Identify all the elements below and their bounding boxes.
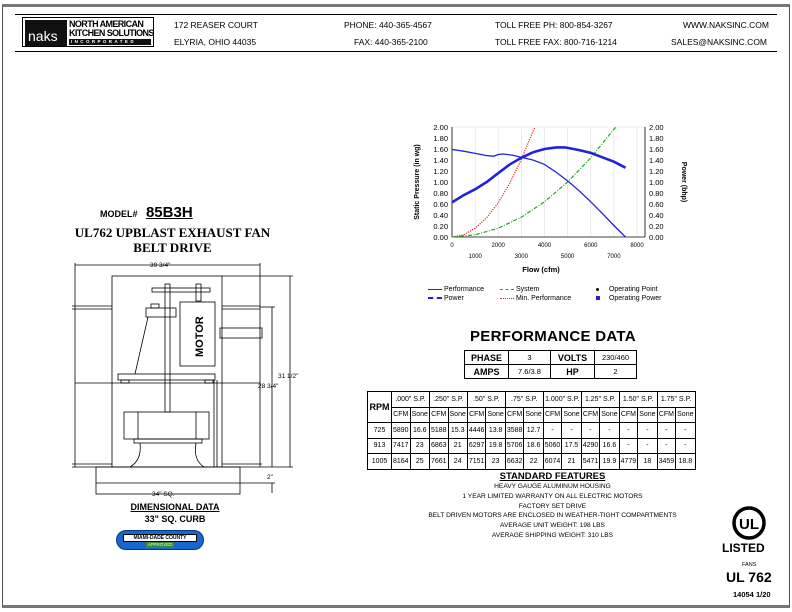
sp-header: .250" S.P.: [429, 392, 467, 408]
hp-value: 2: [595, 365, 637, 379]
dimensional-data-title: DIMENSIONAL DATA: [130, 502, 220, 512]
x-axis-label: Flow (cfm): [522, 265, 560, 274]
logo-mark: naks: [25, 20, 67, 46]
svg-text:1.80: 1.80: [649, 134, 664, 143]
svg-text:1.20: 1.20: [649, 167, 664, 176]
volts-value: 230/460: [595, 351, 637, 365]
ul-standard: UL 762: [726, 569, 772, 585]
cell: 6074: [543, 454, 562, 470]
sone-header: Sone: [410, 407, 429, 423]
cell: 23: [486, 454, 505, 470]
cell: 6863: [429, 438, 448, 454]
legend-operating-point: Operating Point: [596, 286, 658, 293]
document-code: 14054 1/20: [733, 590, 771, 599]
standard-features: [395, 471, 710, 541]
feature-item: AVERAGE SHIPPING WEIGHT: 310 LBS: [491, 531, 614, 539]
cell: -: [638, 423, 657, 439]
cell: 24: [448, 454, 467, 470]
cell: 25: [410, 454, 429, 470]
cell: -: [676, 423, 695, 439]
rpm-header: RPM: [368, 392, 392, 423]
y2-axis-label: Power (bhp): [680, 161, 687, 203]
table-row: [368, 438, 696, 454]
hp-label: HP: [551, 365, 595, 379]
svg-text:0.60: 0.60: [649, 200, 664, 209]
svg-text:6000: 6000: [584, 243, 598, 249]
cell: 18: [638, 454, 657, 470]
sone-header: Sone: [486, 407, 505, 423]
cell: 5471: [581, 454, 600, 470]
cell: 18.8: [676, 454, 695, 470]
rpm-cell: 725: [368, 423, 392, 439]
email-link[interactable]: SALES@NAKSINC.COM: [671, 37, 768, 47]
sp-header: 1.25" S.P.: [581, 392, 619, 408]
address-line2: ELYRIA, OHIO 44035: [174, 37, 257, 47]
logo-line1: NORTH AMERICAN: [69, 19, 144, 29]
cell: 5188: [429, 423, 448, 439]
amps-label: AMPS: [465, 365, 509, 379]
feature-item: AVERAGE UNIT WEIGHT: 198 LBS: [500, 522, 605, 530]
svg-text:1.20: 1.20: [433, 167, 448, 176]
cell: 19.8: [486, 438, 505, 454]
svg-text:0.20: 0.20: [433, 222, 448, 231]
motor-label: MOTOR: [194, 316, 206, 357]
svg-text:2.00: 2.00: [649, 123, 664, 132]
cell: -: [600, 423, 619, 439]
sp-header: .75" S.P.: [505, 392, 543, 408]
amps-value: 7.6/3.8: [509, 365, 551, 379]
table-row: [368, 454, 696, 470]
volts-label: VOLTS: [551, 351, 595, 365]
legend-performance: Performance: [428, 286, 484, 293]
sp-header: 1.50" S.P.: [619, 392, 657, 408]
power-curve: [452, 147, 626, 202]
cell: -: [657, 423, 676, 439]
svg-text:2.00: 2.00: [433, 123, 448, 132]
website-link[interactable]: WWW.NAKSINC.COM: [683, 20, 769, 30]
legend-operating-power: Operating Power: [596, 295, 661, 302]
y-axis-label: Static Pressure (in wg): [414, 144, 421, 220]
cell: 15.3: [448, 423, 467, 439]
cfm-header: CFM: [467, 407, 486, 423]
fan-dimensional-drawing: [60, 255, 320, 505]
cell: 3588: [505, 423, 524, 439]
cell: 7151: [467, 454, 486, 470]
system-curve: [452, 127, 616, 237]
phase-value: 3: [509, 351, 551, 365]
cell: -: [562, 423, 581, 439]
sp-header: 1.000" S.P.: [543, 392, 581, 408]
cfm-header: CFM: [429, 407, 448, 423]
model-number: 85B3H: [145, 204, 193, 221]
cell: 8164: [392, 454, 411, 470]
features-title: STANDARD FEATURES: [499, 471, 606, 482]
rpm-cell: 1005: [368, 454, 392, 470]
cell: -: [581, 423, 600, 439]
cell: 3459: [657, 454, 676, 470]
svg-text:0.60: 0.60: [433, 200, 448, 209]
header-rule-bottom: [15, 51, 777, 52]
cell: 4290: [581, 438, 600, 454]
svg-text:0: 0: [450, 243, 454, 249]
cell: 5060: [543, 438, 562, 454]
toll-free-phone: TOLL FREE PH: 800-854-3267: [495, 20, 613, 30]
header-rule-top: [15, 14, 777, 15]
svg-text:1.00: 1.00: [649, 178, 664, 187]
min-performance-curve: [452, 127, 535, 237]
svg-text:4000: 4000: [537, 243, 552, 249]
toll-free-fax: TOLL FREE FAX: 800-716-1214: [495, 37, 617, 47]
cell: -: [619, 423, 638, 439]
phase-label: PHASE: [465, 351, 509, 365]
cell: 6632: [505, 454, 524, 470]
svg-text:1.60: 1.60: [433, 145, 448, 154]
curb-size: 33" SQ. CURB: [144, 514, 206, 524]
sone-header: Sone: [448, 407, 467, 423]
cell: -: [657, 438, 676, 454]
ul-logo-icon: [731, 505, 767, 541]
sone-header: Sone: [676, 407, 695, 423]
cell: 4446: [467, 423, 486, 439]
cell: 4779: [619, 454, 638, 470]
cell: 7661: [429, 454, 448, 470]
cfm-header: CFM: [505, 407, 524, 423]
cell: 16.6: [600, 438, 619, 454]
svg-text:0.40: 0.40: [649, 211, 664, 220]
cell: 7417: [392, 438, 411, 454]
svg-text:0.80: 0.80: [649, 189, 664, 198]
fax: FAX: 440-365-2100: [354, 37, 428, 47]
sone-header: Sone: [562, 407, 581, 423]
electrical-table: [464, 350, 637, 379]
dim-height-total-label: 31 1/2": [278, 373, 299, 380]
cell: 6297: [467, 438, 486, 454]
logo-line2: KITCHEN SOLUTIONS: [69, 28, 154, 38]
svg-text:1.00: 1.00: [433, 178, 448, 187]
legend-system: System: [500, 286, 539, 293]
svg-text:0.20: 0.20: [649, 222, 664, 231]
cell: 21: [448, 438, 467, 454]
naks-logo: [22, 17, 154, 47]
svg-text:0.00: 0.00: [649, 233, 664, 242]
svg-text:3000: 3000: [514, 254, 528, 260]
performance-curve: [452, 150, 626, 238]
svg-text:1.40: 1.40: [433, 156, 448, 165]
legend-power: Power: [428, 295, 464, 302]
cell: 13.8: [486, 423, 505, 439]
sp-header: .000" S.P.: [392, 392, 430, 408]
model-label: MODEL#: [100, 209, 138, 219]
svg-text:1.80: 1.80: [433, 134, 448, 143]
product-subtitle: BELT DRIVE: [133, 240, 212, 255]
svg-text:0.00: 0.00: [433, 233, 448, 242]
cell: 5890: [392, 423, 411, 439]
badge-top-text: MIAMI-DADE COUNTY: [123, 534, 197, 542]
feature-item: HEAVY GAUGE ALUMINUM HOUSING: [494, 483, 611, 490]
miami-dade-badge: [116, 530, 204, 550]
cell: 18.6: [524, 438, 543, 454]
svg-text:2000: 2000: [491, 243, 505, 249]
dim-base-label: 34" SQ.: [152, 491, 175, 498]
svg-text:7000: 7000: [607, 254, 621, 260]
sone-header: Sone: [638, 407, 657, 423]
svg-text:1000: 1000: [468, 254, 482, 260]
cell: 22: [524, 454, 543, 470]
svg-text:0.40: 0.40: [433, 211, 448, 220]
dim-width-label: 39 3/4": [150, 262, 171, 269]
cell: 23: [410, 438, 429, 454]
phone: PHONE: 440-365-4567: [344, 20, 432, 30]
performance-table: [367, 391, 696, 470]
cell: 5706: [505, 438, 524, 454]
logo-line3: INCORPORATED: [69, 39, 151, 45]
cfm-header: CFM: [657, 407, 676, 423]
feature-item: 1 YEAR LIMITED WARRANTY ON ALL ELECTRIC MOTORS: [462, 492, 643, 500]
sone-header: Sone: [600, 407, 619, 423]
rpm-cell: 913: [368, 438, 392, 454]
product-title: UL762 UPBLAST EXHAUST FAN: [74, 225, 271, 240]
cell: -: [638, 438, 657, 454]
cell: 21: [562, 454, 581, 470]
address-line1: 172 REASER COURT: [174, 20, 258, 30]
svg-text:1.40: 1.40: [649, 156, 664, 165]
cfm-header: CFM: [581, 407, 600, 423]
sone-header: Sone: [524, 407, 543, 423]
svg-text:0.80: 0.80: [433, 189, 448, 198]
cell: 17.5: [562, 438, 581, 454]
cfm-header: CFM: [392, 407, 411, 423]
cell: -: [619, 438, 638, 454]
cell: 16.6: [410, 423, 429, 439]
feature-item: BELT DRIVEN MOTORS ARE ENCLOSED IN WEATHER-TIGHT COMPARTMENTS: [428, 512, 677, 520]
feature-item: FACTORY SET DRIVE: [518, 502, 587, 510]
cell: -: [543, 423, 562, 439]
legend-min-performance: Min. Performance: [500, 295, 571, 302]
fans-category: FANS: [742, 562, 757, 568]
listed-label: LISTED: [722, 541, 765, 555]
ul-mark-text: UL: [739, 516, 759, 533]
dim-height-inner-label: 28 3/4": [258, 383, 279, 390]
cell: 19.9: [600, 454, 619, 470]
svg-text:5000: 5000: [560, 254, 575, 260]
badge-bottom-text: APPROVED: [147, 542, 173, 547]
cfm-header: CFM: [543, 407, 562, 423]
sp-header: 1.75" S.P.: [657, 392, 695, 408]
dim-curb-height-label: 2": [267, 474, 273, 481]
svg-text:8000: 8000: [630, 243, 644, 249]
cell: 12.7: [524, 423, 543, 439]
table-row: [368, 423, 696, 439]
performance-data-title: PERFORMANCE DATA: [470, 328, 636, 345]
model-block: [100, 204, 193, 222]
cell: -: [676, 438, 695, 454]
cfm-header: CFM: [619, 407, 638, 423]
sp-header: .50" S.P.: [467, 392, 505, 408]
svg-text:1.60: 1.60: [649, 145, 664, 154]
